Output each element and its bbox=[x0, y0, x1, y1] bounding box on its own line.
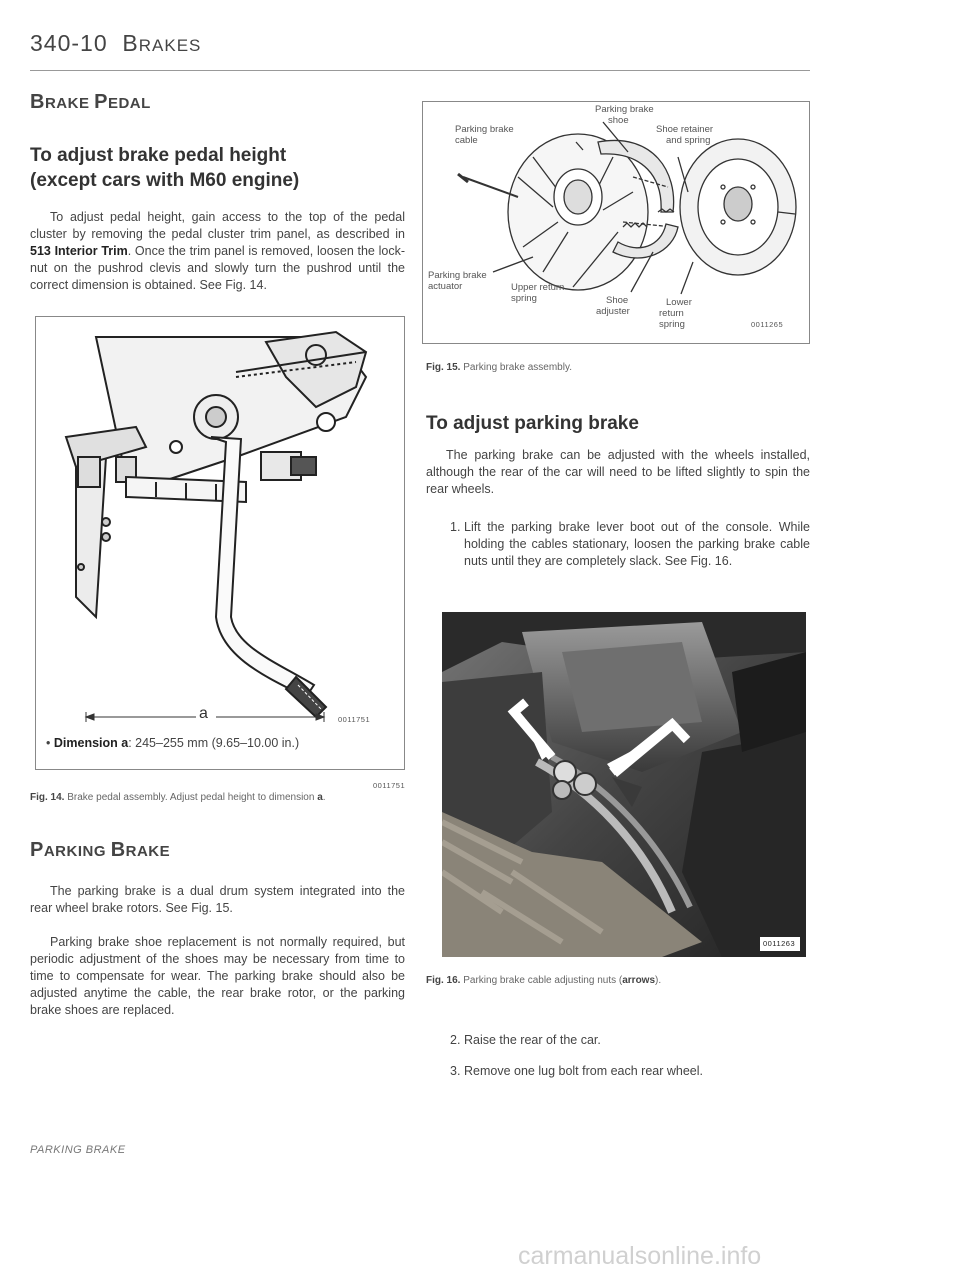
header-rule bbox=[30, 70, 810, 71]
fig16-caption: Fig. 16. Parking brake cable adjusting nuts (arrows). bbox=[426, 975, 662, 986]
label-shoe-adjuster: Shoe adjuster bbox=[596, 295, 630, 317]
watermark: carmanualsonline.info bbox=[518, 1242, 762, 1270]
adjust-parking-heading: To adjust parking brake bbox=[426, 413, 639, 434]
section-title-rest: RAKES bbox=[138, 36, 202, 55]
dimension-letter: a bbox=[199, 705, 208, 722]
adjust-parking-paragraph: The parking brake can be adjusted with the wheels installed, although the rear of the car will need to be lifted slightly to spin the rear wheels. bbox=[426, 448, 810, 496]
cross-reference: 513 Interior Trim bbox=[30, 244, 128, 258]
step-1 bbox=[450, 519, 810, 570]
brake-pedal-heading: BRAKE PEDAL bbox=[30, 91, 151, 113]
step-text: Raise the rear of the car. bbox=[464, 1033, 601, 1047]
parking-brake-para2: Parking brake shoe replacement is not normally required, but periodic adjustment of the shoes may be necessary from time to time to compensate for wear. The parking brake should also be adjusted anytime the cable, the rear brake rotor, or the parking brake shoes are replaced. bbox=[30, 935, 405, 1017]
step-text: Remove one lug bolt from each rear wheel. bbox=[464, 1064, 704, 1078]
fig15-id: 0011265 bbox=[751, 320, 784, 329]
dimension-label: Dimension a bbox=[53, 736, 129, 750]
section-title-first: B bbox=[122, 30, 139, 56]
fig16-id: 0011263 bbox=[763, 939, 796, 948]
brake-pedal-illustration bbox=[36, 317, 404, 769]
step-3 bbox=[450, 1063, 810, 1080]
dimension-spec bbox=[46, 735, 401, 752]
label-parking-brake-actuator: Parking brake actuator bbox=[428, 270, 487, 292]
footer-section-name: PARKING BRAKE bbox=[30, 1144, 126, 1156]
dimension-value: : 245–255 mm (9.65–10.00 in.) bbox=[128, 736, 300, 750]
parking-brake-heading: PARKING BRAKE bbox=[30, 839, 171, 861]
step-2 bbox=[450, 1032, 810, 1049]
label-parking-brake-cable: Parking brake cable bbox=[455, 124, 514, 146]
fig14-inner-id: 0011751 bbox=[338, 715, 371, 724]
label-lower-return-spring: Lower return spring bbox=[659, 297, 692, 330]
parking-brake-nuts-photo bbox=[442, 612, 806, 957]
label-parking-brake-shoe: Parking brake shoe bbox=[595, 104, 654, 126]
step-text: Lift the parking brake lever boot out of the console. While holding the cables stationary, loosen the parking brake cable nuts until they are completely slack. See Fig. 16. bbox=[464, 520, 810, 568]
page-header bbox=[30, 30, 201, 57]
step-number: 1. bbox=[450, 520, 461, 534]
bullet: • bbox=[46, 736, 51, 750]
fig16-photo bbox=[442, 612, 806, 957]
fig14-caption: Fig. 14. Brake pedal assembly. Adjust pedal height to dimension a. bbox=[30, 792, 326, 803]
fig15-frame bbox=[422, 101, 810, 344]
step-number: 3. bbox=[450, 1064, 461, 1078]
label-upper-return-spring: Upper return spring bbox=[511, 282, 565, 304]
step-number: 2. bbox=[450, 1033, 461, 1047]
fig14-outer-id: 0011751 bbox=[373, 781, 406, 790]
parking-brake-para1: The parking brake is a dual drum system integrated into the rear wheel brake rotors. See Fig. 15. bbox=[30, 884, 405, 915]
fig14-frame bbox=[35, 316, 405, 770]
fig15-caption: Fig. 15. Parking brake assembly. bbox=[426, 362, 572, 373]
adjust-pedal-paragraph: To adjust pedal height, gain access to the top of the pedal cluster by removing the pedal cluster trim panel, as described in 513 Interior Trim. Once the trim panel is removed, loosen the lock-nut on the pushrod clevis and slowly turn the pushrod until the correct dimension is obtained. See Fig. 14. bbox=[30, 210, 405, 292]
adjust-pedal-subheading: To adjust brake pedal height (except cars with M60 engine) bbox=[30, 145, 300, 191]
label-shoe-retainer: Shoe retainer and spring bbox=[656, 124, 714, 146]
page-number: 340-10 bbox=[30, 30, 108, 56]
